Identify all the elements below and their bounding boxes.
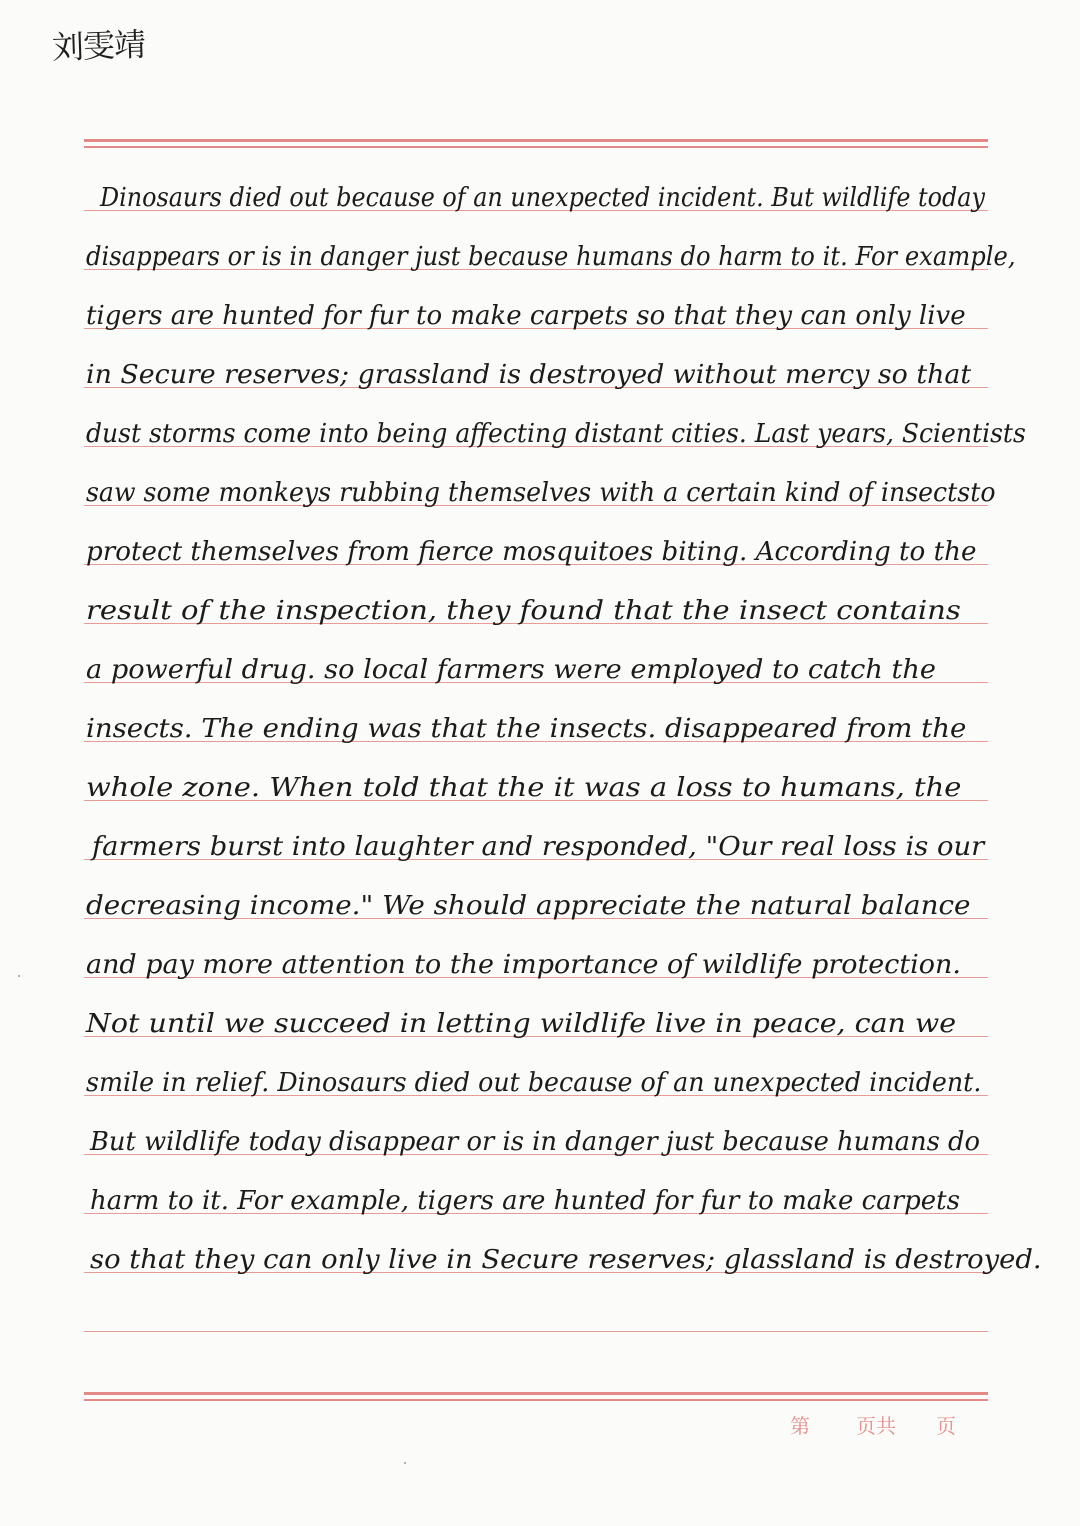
passage-line: tigers are hunted for fur to make carpets so that they can only live	[86, 301, 966, 331]
author-name: 刘雯靖	[51, 25, 146, 67]
footer-page-suffix: 页	[936, 1414, 956, 1438]
passage-line: a powerful drug. so local farmers were employed to catch the	[86, 655, 936, 685]
ruled-line	[84, 1331, 988, 1332]
passage-line: Not until we succeed in letting wildlife live in peace, can we	[86, 1009, 957, 1039]
passage-line: Dinosaurs died out because of an unexpected incident. But wildlife today	[100, 183, 985, 213]
passage-line: disappears or is in danger just because humans do harm to it. For example,	[86, 242, 1016, 272]
passage-line: insects. The ending was that the insects. disappeared from the	[86, 714, 967, 744]
passage-line: and pay more attention to the importance of wildlife protection.	[86, 950, 961, 980]
paper-speck	[404, 1462, 406, 1464]
passage-line: in Secure reserves; grassland is destroyed without mercy so that	[86, 360, 972, 390]
passage-line: harm to it. For example, tigers are hunted for fur to make carpets	[90, 1186, 960, 1216]
page-number-footer	[790, 1410, 970, 1440]
passage-line: saw some monkeys rubbing themselves with a certain kind of insectsto	[86, 478, 996, 508]
passage-line: protect themselves from fierce mosquitoes biting. According to the	[86, 537, 977, 567]
passage-line: result of the inspection, they found that the insect contains	[86, 596, 961, 626]
footer-page-total-label: 页共	[856, 1414, 896, 1438]
passage-line: decreasing income." We should appreciate the natural balance	[86, 891, 971, 921]
passage-line: smile in relief. Dinosaurs died out because of an unexpected incident.	[86, 1068, 982, 1098]
passage-line: dust storms come into being affecting distant cities. Last years, Scientists	[86, 419, 1026, 449]
passage-line: farmers burst into laughter and responded, "Our real loss is our	[92, 832, 985, 862]
footer-page-prefix: 第	[790, 1414, 810, 1438]
passage-line: But wildlife today disappear or is in danger just because humans do	[90, 1127, 981, 1157]
passage-line: whole zone. When told that the it was a loss to humans, the	[86, 773, 962, 803]
passage-line: so that they can only live in Secure reserves; glassland is destroyed.	[90, 1245, 1042, 1275]
paper-speck	[18, 975, 20, 977]
bottom-double-rule	[84, 1392, 988, 1402]
